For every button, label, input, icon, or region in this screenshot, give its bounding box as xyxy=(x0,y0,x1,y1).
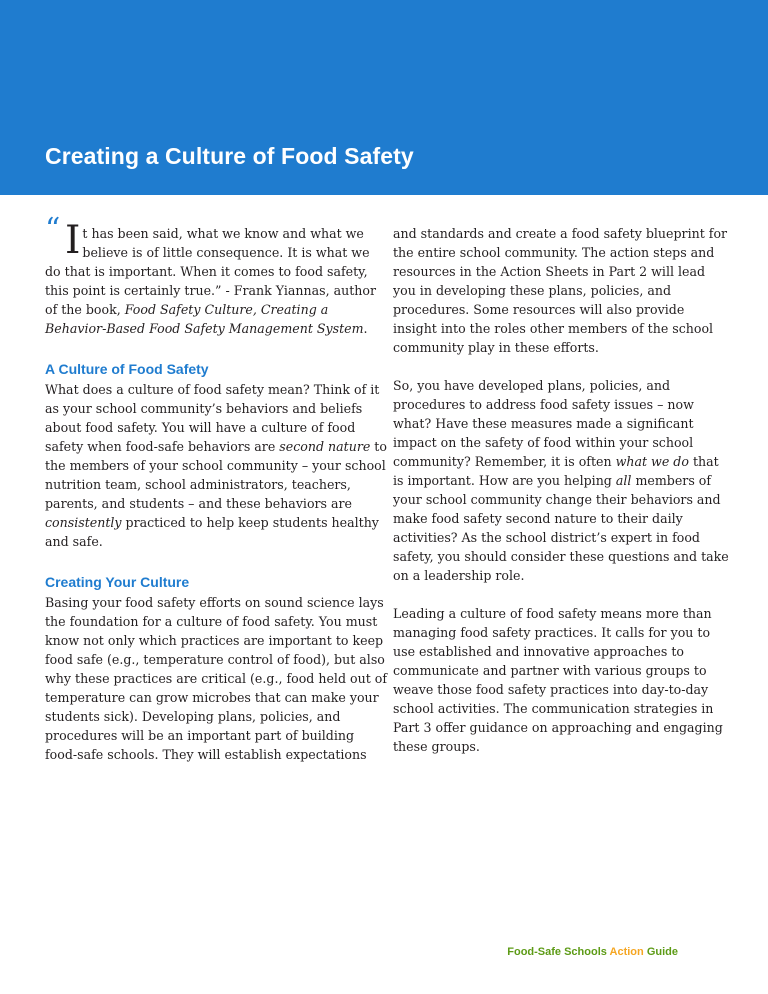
culture-text-3: practiced to help keep students healthy and safe. xyxy=(45,515,379,549)
right-p2-text-2: that is important. How are you helping xyxy=(393,454,719,488)
footer-guide-title xyxy=(507,946,678,958)
footer-part-1: Food-Safe Schools xyxy=(507,946,610,958)
right-paragraph-3: Leading a culture of food safety means more than managing food safety practices. It calls for you to use established and innovative approaches to communicate and partner with various groups to weave those food safety practices into day-to-day school activities. The communication strategies in Part 3 offer guidance on approaching and engaging these groups. xyxy=(393,606,723,754)
culture-emphasis-2: consistently xyxy=(45,515,122,530)
right-p2-text-1: So, you have developed plans, policies, and procedures to address food safety issues – now what? Have these measures made a significant impact on the safety of food within your school community? Remember, it is often xyxy=(393,378,694,469)
right-paragraph-2 xyxy=(393,376,729,585)
right-paragraph-1: and standards and create a food safety blueprint for the entire school community. The action steps and resources in the Action Sheets in Part 2 will lead you in developing these plans, policies, and procedures. Some resources will also provide insight into the roles other members of the school community play in these efforts. xyxy=(393,226,728,355)
quote-mark: “ xyxy=(45,212,61,247)
section-heading-creating: Creating Your Culture xyxy=(45,574,190,590)
intro-text-end: . xyxy=(363,321,368,336)
culture-text-2: to the members of your school community – your school nutrition team, school administrators, teachers, parents, and students – and these behaviors are xyxy=(45,439,387,511)
intro-book-title: Food Safety Culture, Creating a Behavior-Based Food Safety Management System xyxy=(45,302,364,336)
intro-text-start: t has been said, what we know and what we believe is of little consequence. It is what we do that is important. When it comes to food safety, this point is certainly true.” - Frank Yiannas, author of the book, xyxy=(45,226,376,317)
right-column xyxy=(393,224,729,756)
right-p2-emphasis-2: all xyxy=(615,473,632,488)
footer-part-3: Guide xyxy=(643,946,678,958)
section-heading-culture: A Culture of Food Safety xyxy=(45,361,209,377)
left-column xyxy=(45,212,389,764)
section-creating-text: Basing your food safety efforts on sound science lays the foundation for a culture of food safety. You must know not only which practices are important to keep food safe (e.g., temperature control of food), but also why these practices are critical (e.g., food held out of temperature can grow microbes that can make your students sick). Developing plans, policies, and procedures will be an important part of building food-safe schools. They will establish expectations xyxy=(45,595,388,762)
right-p2-emphasis-1: what we do xyxy=(615,454,689,469)
drop-cap: I xyxy=(65,218,81,263)
right-p2-text-3: members of your school community change their behaviors and make food safety second nature to their daily activities? As the school district’s expert in food safety, you should consider these questions and take on a leadership role. xyxy=(393,473,729,583)
intro-paragraph xyxy=(45,212,389,338)
culture-text-1: What does a culture of food safety mean? Think of it as your school community’s behaviors and beliefs about food safety. You will have a culture of food safety when food-safe behaviors are xyxy=(45,382,380,454)
footer-part-2: Action xyxy=(609,946,644,958)
header-banner xyxy=(0,0,768,195)
section-culture-text xyxy=(45,380,389,551)
culture-emphasis-1: second nature xyxy=(279,439,371,454)
page-title: Creating a Culture of Food Safety xyxy=(45,143,414,169)
